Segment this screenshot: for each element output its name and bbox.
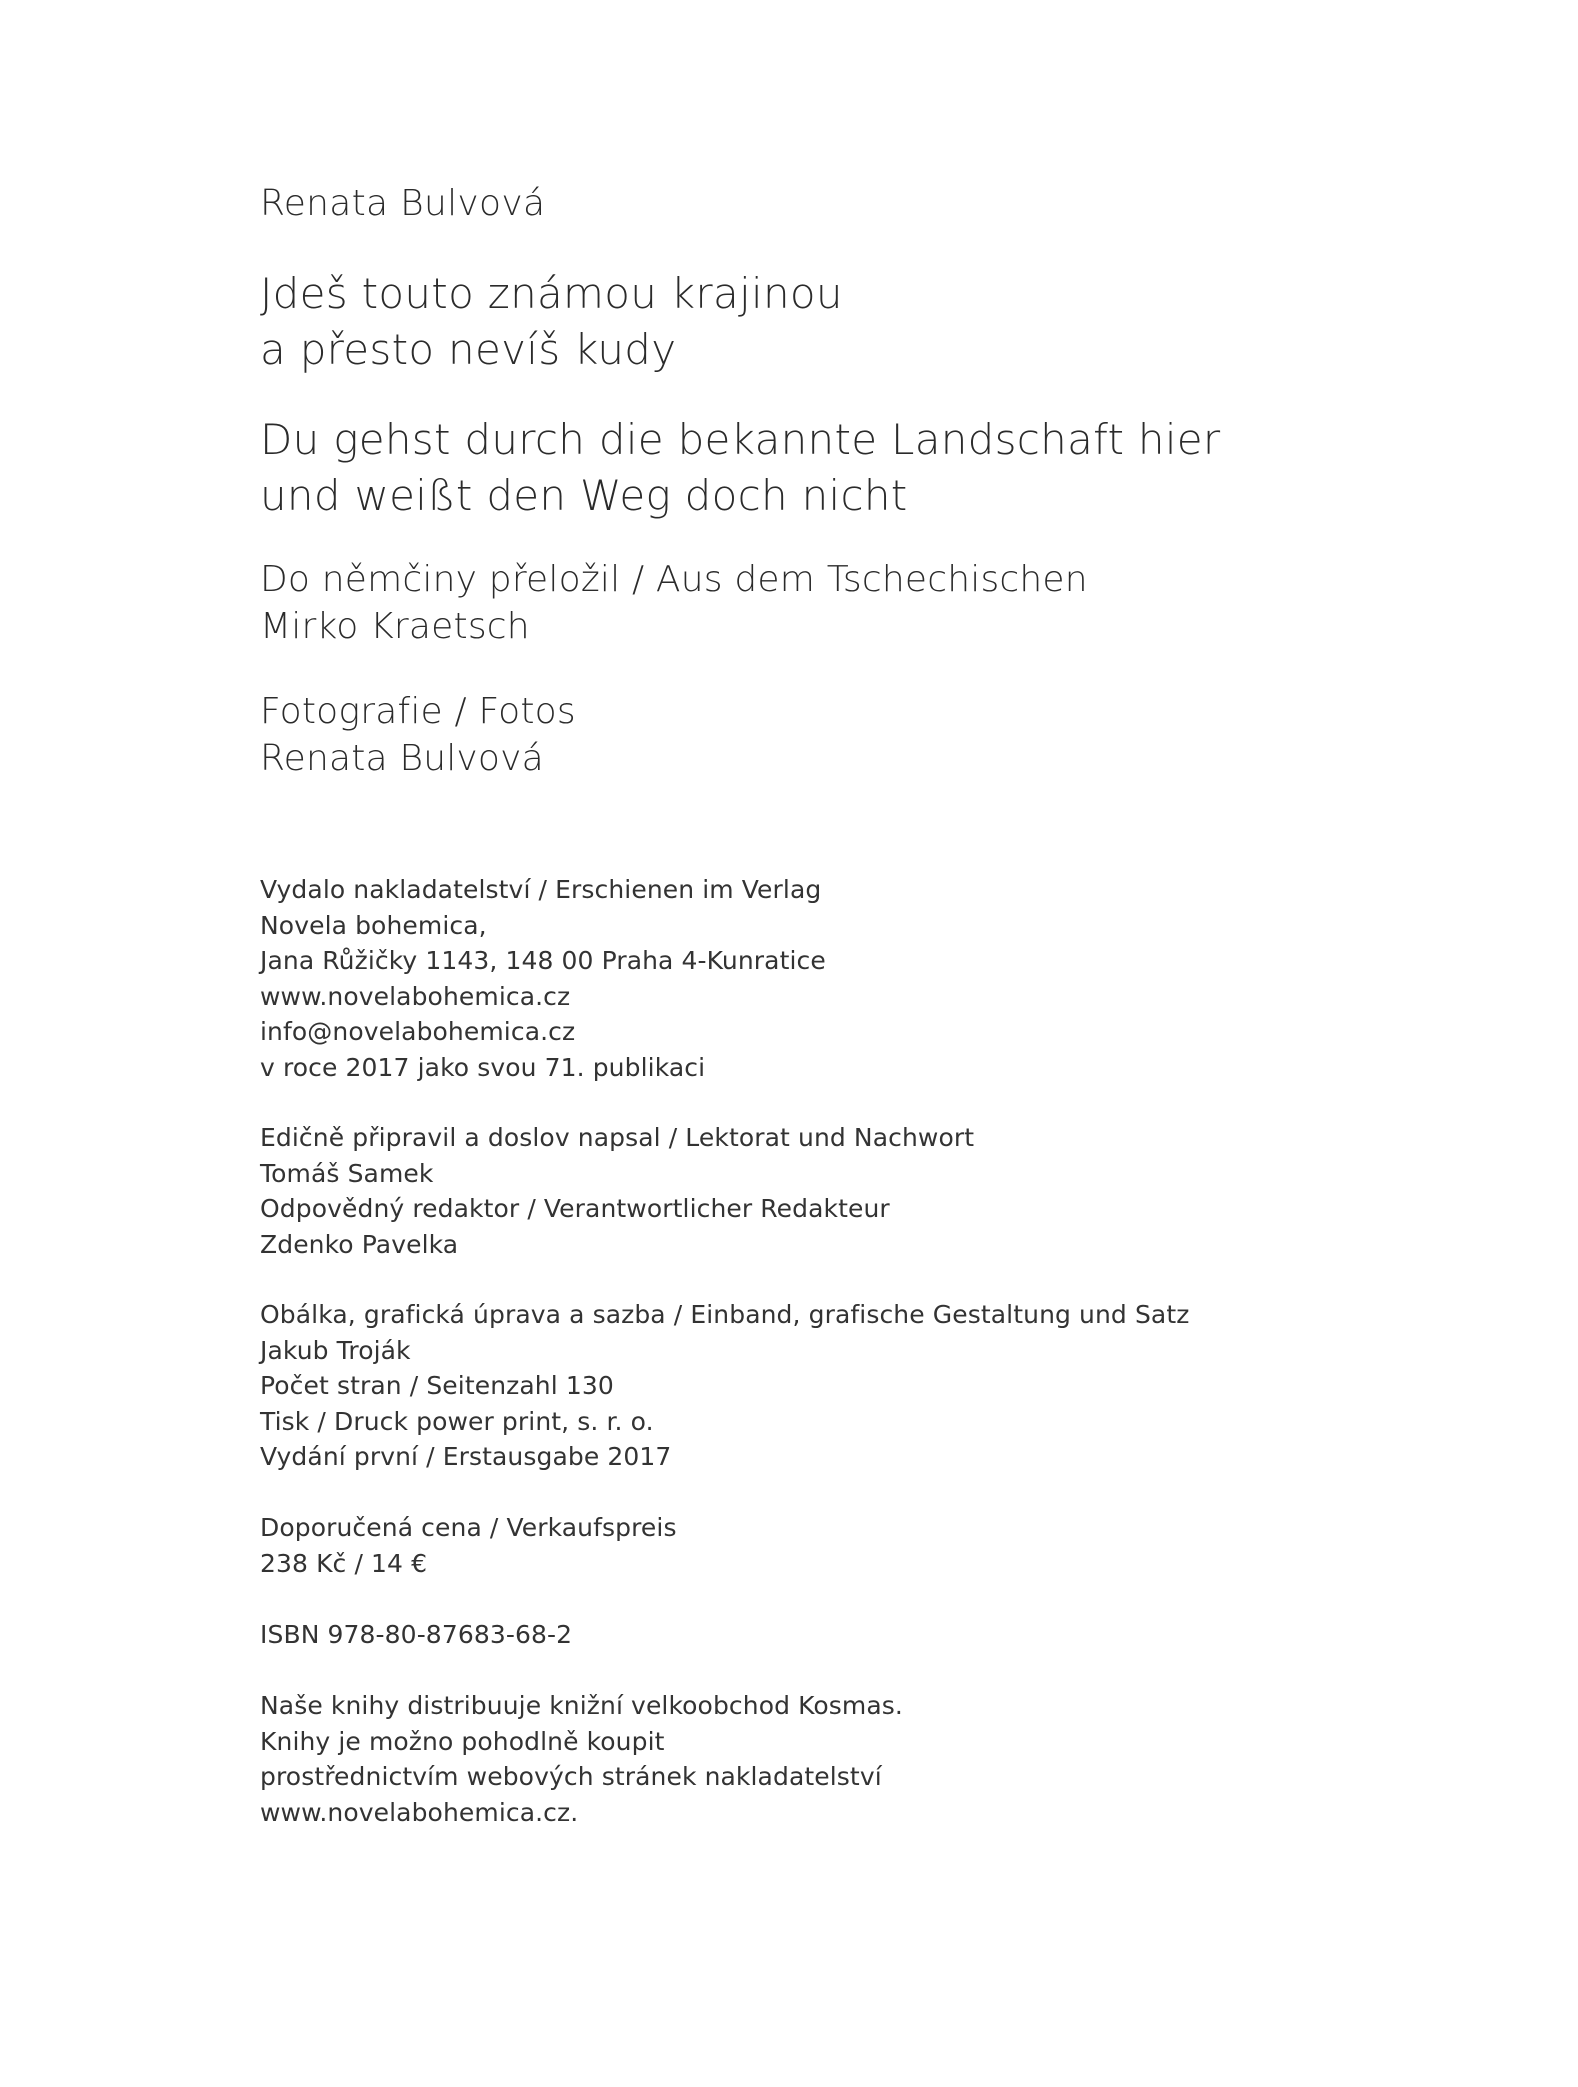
translator-credit (260, 556, 1088, 650)
editors-info (260, 1120, 974, 1262)
responsible-editor-name: Zdenko Pavelka (260, 1229, 459, 1259)
publisher-website: www.novelabohemica.cz (260, 981, 571, 1011)
design-info (260, 1297, 1189, 1475)
printer: Tisk / Druck power print, s. r. o. (260, 1406, 654, 1436)
title-czech-line-2: a přesto nevíš kudy (260, 325, 677, 374)
title-czech (260, 266, 843, 378)
photos-credit (260, 688, 576, 782)
design-label: Obálka, grafická úprava a sazba / Einband, grafische Gestaltung und Satz (260, 1300, 1190, 1329)
isbn-number: ISBN 978-80-87683-68-2 (260, 1620, 573, 1649)
title-german-line-1: Du gehst durch die bekannte Landschaft hier (260, 415, 1221, 464)
distribution-line-4: www.novelabohemica.cz. (260, 1797, 579, 1827)
designer-name: Jakub Troják (260, 1335, 411, 1365)
publisher-year: v roce 2017 jako svou 71. publikaci (260, 1052, 706, 1082)
title-german (260, 412, 1221, 524)
price-value: 238 Kč / 14 € (260, 1548, 428, 1578)
translator-name: Mirko Kraetsch (260, 606, 530, 647)
publisher-address: Jana Růžičky 1143, 148 00 Praha 4-Kunratice (260, 946, 826, 976)
photos-name: Renata Bulvová (260, 738, 544, 779)
translator-label: Do němčiny přeložil / Aus dem Tschechischen (260, 559, 1088, 600)
distribution-info (260, 1688, 903, 1830)
editor-label: Edičně připravil a doslov napsal / Lektorat und Nachwort (260, 1123, 975, 1152)
distribution-line-3: prostřednictvím webových stránek nakladatelství (260, 1762, 882, 1792)
publisher-label: Vydalo nakladatelství / Erschienen im Verlag (260, 875, 822, 904)
page-count: Počet stran / Seitenzahl 130 (260, 1371, 614, 1401)
isbn-info (260, 1617, 572, 1653)
publisher-info (260, 872, 826, 1086)
title-czech-line-1: Jdeš touto známou krajinou (260, 269, 843, 318)
title-german-line-2: und weißt den Weg doch nicht (260, 471, 908, 520)
distribution-line-2: Knihy je možno pohodlně koupit (260, 1726, 665, 1756)
author-line: Renata Bulvová (260, 183, 546, 224)
responsible-editor-label: Odpovědný redaktor / Verantwortlicher Redakteur (260, 1194, 890, 1224)
publisher-email: info@novelabohemica.cz (260, 1017, 576, 1047)
distribution-line-1: Naše knihy distribuuje knižní velkoobchod Kosmas. (260, 1691, 903, 1720)
editor-name: Tomáš Samek (260, 1158, 434, 1188)
price-info (260, 1510, 677, 1581)
photos-label: Fotografie / Fotos (260, 691, 576, 732)
edition: Vydání první / Erstausgabe 2017 (260, 1442, 672, 1472)
publisher-name: Novela bohemica, (260, 910, 487, 940)
author-name (260, 180, 545, 228)
price-label: Doporučená cena / Verkaufspreis (260, 1513, 677, 1542)
